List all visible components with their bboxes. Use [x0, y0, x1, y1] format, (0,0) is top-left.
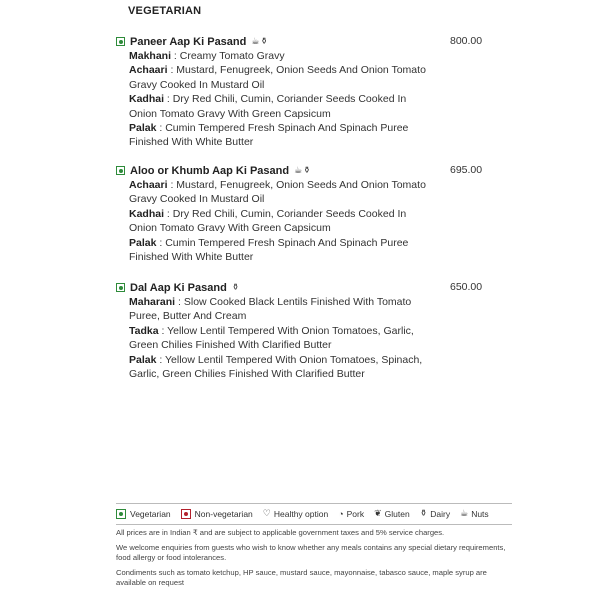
- option-line: Palak : Yellow Lentil Tempered With Onion Tomatoes, Spinach, Garlic, Green Chilies Finished With Clarified Butter: [129, 353, 423, 381]
- option-line: Tadka : Yellow Lentil Tempered With Onion Tomatoes, Garlic, Green Chilies Finished With Clarified Butter: [129, 324, 414, 352]
- item-price: 695.00: [450, 164, 483, 176]
- legend-divider: [116, 524, 512, 525]
- dietary-icons: ⚱: [231, 282, 241, 292]
- legend-healthy: ♡ Healthy option: [262, 508, 329, 519]
- vegetarian-icon: [116, 509, 126, 519]
- dietary-icons: ☕⚱: [251, 36, 269, 46]
- condiments-note: Condiments such as tomato ketchup, HP sauce, mustard sauce, mayonnaise, tabasco sauce, maple syrup are available on request: [116, 567, 487, 587]
- option-line: Achaari : Mustard, Fenugreek, Onion Seeds And Onion Tomato Gravy Cooked In Mustard Oil: [129, 64, 426, 91]
- prices-note: All prices are in Indian ₹ and are subject to applicable government taxes and 5% service charges.: [116, 528, 445, 537]
- option-line: Kadhai : Dry Red Chili, Cumin, Coriander Seeds Cooked In Onion Tomato Gravy With Green Capsicum: [129, 207, 407, 235]
- vegetarian-icon: [116, 283, 125, 292]
- item-name: Aloo or Khumb Aap Ki Pasand: [130, 164, 290, 177]
- option-line: Achaari : Mustard, Fenugreek, Onion Seeds And Onion Tomato Gravy Cooked In Mustard Oil: [129, 179, 426, 206]
- milk-bottle-icon: ⚱: [419, 508, 428, 518]
- option-line: Maharani : Slow Cooked Black Lentils Finished With Tomato Puree, Butter And Cream: [129, 296, 412, 323]
- enquiries-note: We welcome enquiries from guests who wish to know whether any meals contains any special dietary requirements, food allergy or food intolerances.: [116, 542, 506, 562]
- option-line: Makhani : Creamy Tomato Gravy: [129, 50, 285, 62]
- item-name: Paneer Aap Ki Pasand: [130, 35, 247, 48]
- legend-gluten: ❦ Gluten: [374, 508, 410, 519]
- item-price: 800.00: [450, 35, 483, 47]
- heart-hands-icon: ♡: [262, 508, 271, 518]
- item-name: Dal Aap Ki Pasand: [130, 281, 227, 294]
- vegetarian-icon: [116, 166, 125, 175]
- dietary-icons: ☕⚱: [294, 165, 312, 175]
- legend-pork: ◔ Pork: [338, 508, 365, 519]
- option-line: Palak : Cumin Tempered Fresh Spinach And Spinach Puree Finished With White Butter: [129, 122, 409, 149]
- legend-dairy: ⚱ Dairy: [419, 508, 451, 519]
- option-line: Kadhai : Dry Red Chili, Cumin, Coriander Seeds Cooked In Onion Tomato Gravy With Green Capsicum: [129, 93, 407, 120]
- menu-item-paneer: [116, 34, 496, 150]
- item-description: [129, 49, 429, 150]
- vegetarian-icon: [116, 37, 125, 46]
- menu-item-dal: [116, 280, 496, 381]
- dietary-legend: [116, 508, 516, 519]
- non-vegetarian-icon: [181, 509, 191, 519]
- footer-notes: [116, 528, 516, 593]
- menu-item-aloo-khumb: [116, 163, 496, 264]
- legend-divider: [116, 503, 512, 504]
- legend-non-vegetarian: Non-vegetarian: [181, 509, 253, 519]
- item-price: 650.00: [450, 281, 483, 293]
- pig-icon: ◔: [338, 508, 344, 519]
- item-description: [129, 295, 429, 381]
- section-title: VEGETARIAN: [128, 5, 202, 17]
- acorn-icon: ☕: [460, 508, 469, 518]
- wheat-icon: ❦: [374, 508, 382, 518]
- item-description: [129, 178, 429, 264]
- option-line: Palak : Cumin Tempered Fresh Spinach And Spinach Puree Finished With White Butter: [129, 236, 409, 264]
- legend-vegetarian: Vegetarian: [116, 509, 171, 519]
- legend-nuts: ☕ Nuts: [460, 508, 489, 519]
